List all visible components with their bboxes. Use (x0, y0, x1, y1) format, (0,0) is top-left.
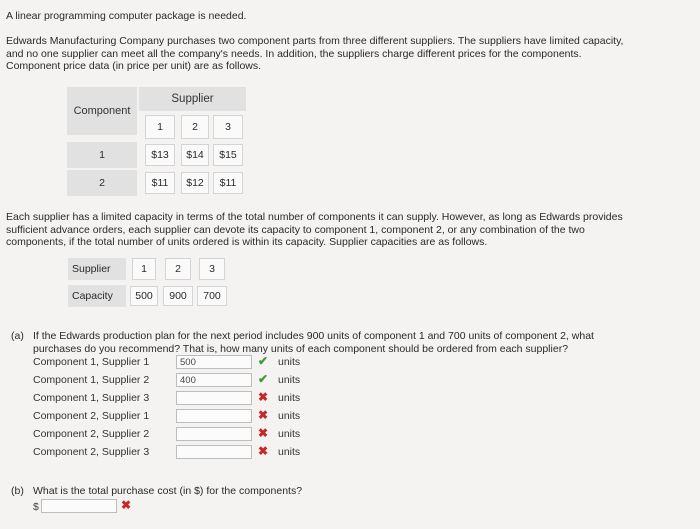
supplier-header: Supplier (139, 87, 246, 111)
intro-line: Edwards Manufacturing Company purchases two component parts from three different suppliers. The suppliers have limited capacity, (6, 35, 624, 47)
supplier-col-header: 2 (181, 115, 209, 139)
answer-input-c2-s2[interactable] (176, 427, 252, 441)
capacity-value: 500 (130, 286, 158, 306)
answer-input-c2-s3[interactable] (176, 445, 252, 459)
price-cell: $11 (145, 172, 175, 194)
answer-input-c1-s3[interactable] (176, 391, 252, 405)
price-cell: $15 (213, 144, 243, 166)
units-label: units (278, 356, 301, 368)
cross-icon: ✖ (121, 498, 132, 512)
price-cell: $11 (213, 172, 243, 194)
answer-label: Component 2, Supplier 3 (33, 446, 150, 458)
answer-label: Component 1, Supplier 1 (33, 356, 150, 368)
answer-label: Component 2, Supplier 1 (33, 410, 150, 422)
intro-paragraph (6, 35, 623, 73)
capacity-value: 700 (197, 286, 227, 306)
capacity-line: Each supplier has a limited capacity in terms of the total number of components it can supply. However, as long as Edwards provides (6, 211, 623, 223)
currency-symbol: $ (33, 501, 39, 513)
part-b-prefix: (b) (11, 485, 24, 497)
price-cell: $14 (181, 144, 209, 166)
cross-icon: ✖ (258, 426, 269, 440)
total-cost-input[interactable] (41, 499, 117, 513)
supplier-number: 1 (132, 258, 156, 280)
check-icon: ✔ (258, 354, 269, 368)
capacity-paragraph (6, 211, 623, 249)
component-row-label: 2 (67, 170, 137, 196)
answer-label: Component 2, Supplier 2 (33, 428, 150, 440)
cross-icon: ✖ (258, 408, 269, 422)
capacity-value: 900 (163, 286, 193, 306)
answer-label: Component 1, Supplier 2 (33, 374, 150, 386)
check-icon: ✔ (258, 372, 269, 386)
part-b-question: What is the total purchase cost (in $) for the components? (33, 485, 303, 497)
component-header: Component (67, 87, 137, 135)
answer-label: Component 1, Supplier 3 (33, 392, 150, 404)
capacity-line: sufficient advance orders, each supplier can devote its capacity to component 1, component 2, or any combination of the two (6, 223, 585, 236)
units-label: units (278, 392, 301, 404)
units-label: units (278, 428, 301, 440)
units-label: units (278, 410, 301, 422)
supplier-number: 3 (199, 258, 225, 280)
cross-icon: ✖ (258, 390, 269, 404)
part-a-prefix: (a) (11, 330, 24, 342)
supplier-number: 2 (165, 258, 191, 280)
question-line: purchases do you recommend? That is, how many units of each component should be ordered from each supplier? (33, 342, 569, 355)
intro-line: and no one supplier can meet all the company's needs. In addition, the suppliers charge different prices for the components. (6, 47, 582, 60)
answer-input-c2-s1[interactable] (176, 409, 252, 423)
supplier-col-header: 1 (145, 115, 175, 139)
problem-header: A linear programming computer package is needed. (6, 10, 247, 22)
answer-input-c1-s2[interactable] (176, 373, 252, 387)
part-a-question (33, 330, 594, 355)
component-row-label: 1 (67, 142, 137, 168)
answer-input-c1-s1[interactable] (176, 355, 252, 369)
units-label: units (278, 446, 301, 458)
supplier-row-label: Supplier (68, 258, 126, 280)
intro-line: Component price data (in price per unit) are as follows. (6, 60, 262, 72)
price-cell: $12 (181, 172, 209, 194)
cross-icon: ✖ (258, 444, 269, 458)
capacity-row-label: Capacity (68, 285, 126, 307)
units-label: units (278, 374, 301, 386)
price-cell: $13 (145, 144, 175, 166)
question-line: If the Edwards production plan for the next period includes 900 units of component 1 and 700 units of component 2, what (33, 330, 594, 342)
capacity-line: components, if the total number of units ordered is within its capacity. Supplier capacities are as follows. (6, 236, 488, 248)
supplier-col-header: 3 (213, 115, 243, 139)
